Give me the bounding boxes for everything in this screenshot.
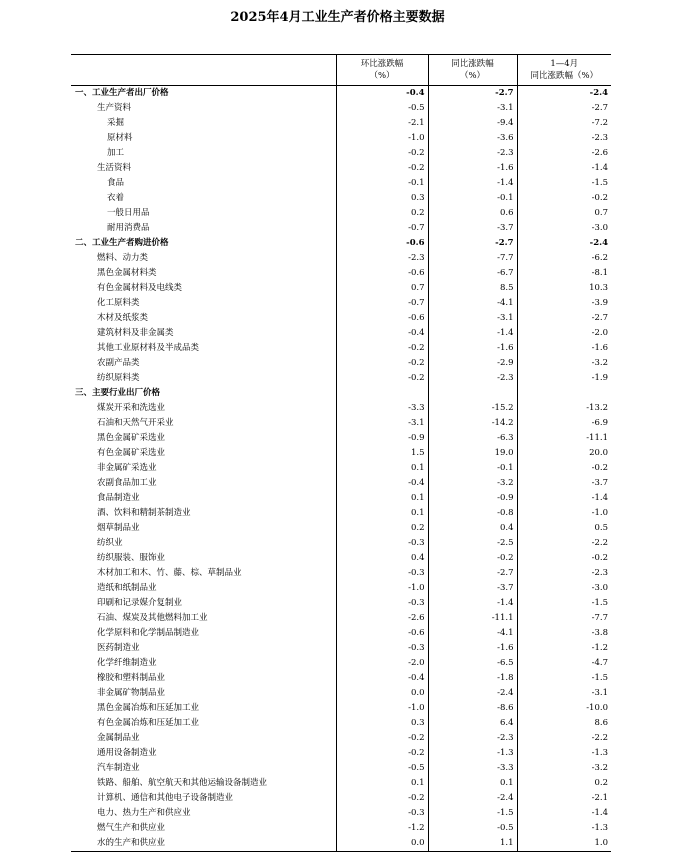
ytd-value: -2.3 <box>517 566 611 581</box>
row-label: 加工 <box>107 148 125 158</box>
row-label: 非金属矿采选业 <box>97 463 157 473</box>
yoy-value: -9.4 <box>428 116 517 131</box>
ytd-value: 20.0 <box>517 446 611 461</box>
mom-value: -0.2 <box>336 371 428 386</box>
yoy-value: -1.8 <box>428 671 517 686</box>
table-row <box>71 506 611 521</box>
yoy-value: -1.6 <box>428 161 517 176</box>
mom-value: -2.0 <box>336 656 428 671</box>
mom-value: 1.5 <box>336 446 428 461</box>
mom-value: 0.0 <box>336 836 428 852</box>
row-label: 造纸和纸制品业 <box>97 583 157 593</box>
table-row <box>71 491 611 506</box>
mom-value: -2.3 <box>336 251 428 266</box>
yoy-value: -0.5 <box>428 821 517 836</box>
mom-value: -1.0 <box>336 701 428 716</box>
ytd-value: -3.0 <box>517 221 611 236</box>
yoy-value: -1.6 <box>428 641 517 656</box>
mom-value: 0.3 <box>336 191 428 206</box>
ytd-value: -2.2 <box>517 731 611 746</box>
row-label: 三、主要行业出厂价格 <box>75 388 161 398</box>
row-label: 燃气生产和供应业 <box>97 823 166 833</box>
yoy-value: -14.2 <box>428 416 517 431</box>
table-row <box>71 581 611 596</box>
mom-value: -0.6 <box>336 266 428 281</box>
row-label: 纺织服装、服饰业 <box>97 553 166 563</box>
ytd-value: -1.9 <box>517 371 611 386</box>
row-label: 二、工业生产者购进价格 <box>75 238 169 248</box>
table-row <box>71 281 611 296</box>
table-row <box>71 341 611 356</box>
yoy-value: -2.5 <box>428 536 517 551</box>
table-row <box>71 446 611 461</box>
ytd-value: -7.7 <box>517 611 611 626</box>
ytd-value: -1.5 <box>517 671 611 686</box>
ytd-value: -3.2 <box>517 356 611 371</box>
ytd-value: -1.0 <box>517 506 611 521</box>
ytd-value: -2.2 <box>517 536 611 551</box>
ytd-value: -2.1 <box>517 791 611 806</box>
ytd-value: -3.2 <box>517 761 611 776</box>
row-label: 纺织原料类 <box>97 373 140 383</box>
table-row <box>71 326 611 341</box>
yoy-value: -0.1 <box>428 461 517 476</box>
ytd-value: 1.0 <box>517 836 611 852</box>
row-label: 食品 <box>107 178 125 188</box>
row-label: 生产资料 <box>97 103 132 113</box>
ytd-value <box>517 386 611 401</box>
section-row <box>71 236 611 251</box>
table-row <box>71 596 611 611</box>
yoy-value: 0.6 <box>428 206 517 221</box>
row-label: 汽车制造业 <box>97 763 140 773</box>
yoy-value: -0.9 <box>428 491 517 506</box>
row-label: 化工原料类 <box>97 298 140 308</box>
mom-value: 0.0 <box>336 686 428 701</box>
yoy-value: -1.6 <box>428 341 517 356</box>
yoy-value: -0.1 <box>428 191 517 206</box>
yoy-value: -8.6 <box>428 701 517 716</box>
ytd-value: -3.9 <box>517 296 611 311</box>
ytd-value: -1.4 <box>517 161 611 176</box>
ytd-value: 0.2 <box>517 776 611 791</box>
ytd-value: -1.4 <box>517 806 611 821</box>
row-label: 一般日用品 <box>107 208 150 218</box>
row-label: 有色金属冶炼和压延加工业 <box>97 718 200 728</box>
row-label: 采掘 <box>107 118 125 128</box>
mom-value: -0.2 <box>336 746 428 761</box>
row-label: 化学纤维制造业 <box>97 658 157 668</box>
table-row <box>71 356 611 371</box>
mom-value: -2.1 <box>336 116 428 131</box>
ytd-value: -2.7 <box>517 311 611 326</box>
mom-value: 0.1 <box>336 491 428 506</box>
yoy-value: -15.2 <box>428 401 517 416</box>
yoy-value: -3.1 <box>428 101 517 116</box>
row-label: 石油和天然气开采业 <box>97 418 174 428</box>
row-label: 衣着 <box>107 193 125 203</box>
yoy-value: 6.4 <box>428 716 517 731</box>
yoy-value <box>428 386 517 401</box>
mom-value: -1.0 <box>336 581 428 596</box>
table-row <box>71 131 611 146</box>
yoy-value: -11.1 <box>428 611 517 626</box>
table-row <box>71 626 611 641</box>
table-row <box>71 731 611 746</box>
row-label: 烟草制品业 <box>97 523 140 533</box>
mom-value: -0.7 <box>336 296 428 311</box>
ytd-value: -3.8 <box>517 626 611 641</box>
mom-value: -0.6 <box>336 626 428 641</box>
row-label: 其他工业原材料及半成品类 <box>97 343 200 353</box>
table-row <box>71 416 611 431</box>
row-label: 电力、热力生产和供应业 <box>97 808 191 818</box>
ytd-value: -1.5 <box>517 596 611 611</box>
yoy-value: 19.0 <box>428 446 517 461</box>
mom-value: -0.2 <box>336 146 428 161</box>
mom-value: -0.3 <box>336 536 428 551</box>
mom-value: -0.9 <box>336 431 428 446</box>
mom-value: -0.6 <box>336 311 428 326</box>
table-row <box>71 176 611 191</box>
yoy-value: -2.3 <box>428 146 517 161</box>
mom-value: -0.2 <box>336 791 428 806</box>
mom-value: -0.6 <box>336 236 428 251</box>
row-label: 通用设备制造业 <box>97 748 157 758</box>
mom-value: -0.2 <box>336 356 428 371</box>
row-label: 有色金属材料及电线类 <box>97 283 183 293</box>
yoy-value: -6.3 <box>428 431 517 446</box>
ytd-value: -1.3 <box>517 821 611 836</box>
row-label: 农副产品类 <box>97 358 140 368</box>
row-label: 生活资料 <box>97 163 132 173</box>
yoy-value: -1.4 <box>428 326 517 341</box>
ytd-value: -6.2 <box>517 251 611 266</box>
ytd-value: -0.2 <box>517 191 611 206</box>
yoy-value: -2.4 <box>428 791 517 806</box>
row-label: 黑色金属矿采选业 <box>97 433 166 443</box>
yoy-value: -0.8 <box>428 506 517 521</box>
mom-value: -0.7 <box>336 221 428 236</box>
yoy-value: -2.9 <box>428 356 517 371</box>
table-row <box>71 221 611 236</box>
yoy-value: -2.7 <box>428 566 517 581</box>
table-row <box>71 251 611 266</box>
mom-value: -0.3 <box>336 641 428 656</box>
row-label: 木材加工和木、竹、藤、棕、草制品业 <box>97 568 242 578</box>
table-row <box>71 521 611 536</box>
ytd-value: 10.3 <box>517 281 611 296</box>
ytd-value: 0.7 <box>517 206 611 221</box>
ytd-value: -0.2 <box>517 461 611 476</box>
price-data-table <box>71 54 611 852</box>
ytd-value: -8.1 <box>517 266 611 281</box>
row-label: 化学原料和化学制品制造业 <box>97 628 200 638</box>
mom-value: -0.1 <box>336 176 428 191</box>
mom-value: -0.5 <box>336 101 428 116</box>
table-row <box>71 536 611 551</box>
mom-value: 0.7 <box>336 281 428 296</box>
section-row <box>71 86 611 102</box>
yoy-value: -3.7 <box>428 221 517 236</box>
yoy-value: -2.7 <box>428 236 517 251</box>
mom-value: 0.4 <box>336 551 428 566</box>
ytd-value: -11.1 <box>517 431 611 446</box>
page-title: 2025年4月工业生产者价格主要数据 <box>230 10 445 25</box>
table-row <box>71 671 611 686</box>
table-row <box>71 806 611 821</box>
mom-value: -0.3 <box>336 596 428 611</box>
ytd-value: -2.7 <box>517 101 611 116</box>
mom-value: -2.6 <box>336 611 428 626</box>
yoy-value: -6.7 <box>428 266 517 281</box>
table-row <box>71 776 611 791</box>
yoy-value: 8.5 <box>428 281 517 296</box>
row-label: 印刷和记录媒介复制业 <box>97 598 183 608</box>
yoy-value: -2.4 <box>428 686 517 701</box>
table-row <box>71 611 611 626</box>
table-row <box>71 566 611 581</box>
row-label: 黑色金属材料类 <box>97 268 157 278</box>
table-row <box>71 746 611 761</box>
mom-value: 0.3 <box>336 716 428 731</box>
mom-value: -1.0 <box>336 131 428 146</box>
row-label: 食品制造业 <box>97 493 140 503</box>
table-body <box>71 86 611 852</box>
table-row <box>71 791 611 806</box>
header-mom-change: 环比涨跌幅 （%） <box>336 55 428 86</box>
yoy-value: -1.4 <box>428 596 517 611</box>
section-row <box>71 386 611 401</box>
mom-value: 0.1 <box>336 506 428 521</box>
mom-value: -1.2 <box>336 821 428 836</box>
mom-value: -0.2 <box>336 341 428 356</box>
mom-value: -0.5 <box>336 761 428 776</box>
ytd-value: -13.2 <box>517 401 611 416</box>
table-row <box>71 191 611 206</box>
table-row <box>71 701 611 716</box>
table-row <box>71 311 611 326</box>
row-label: 耐用消费品 <box>107 223 150 233</box>
table-row <box>71 116 611 131</box>
yoy-value: -3.1 <box>428 311 517 326</box>
mom-value: 0.2 <box>336 206 428 221</box>
mom-value: -0.2 <box>336 161 428 176</box>
table-row <box>71 656 611 671</box>
ytd-value: -1.6 <box>517 341 611 356</box>
yoy-value: -2.7 <box>428 86 517 102</box>
table-row <box>71 761 611 776</box>
ytd-value: -2.4 <box>517 86 611 102</box>
ytd-value: -0.2 <box>517 551 611 566</box>
header-label-column <box>71 55 336 86</box>
mom-value: -0.3 <box>336 566 428 581</box>
ytd-value: -2.6 <box>517 146 611 161</box>
yoy-value: -3.2 <box>428 476 517 491</box>
yoy-value: -7.7 <box>428 251 517 266</box>
table-row <box>71 431 611 446</box>
yoy-value: -3.7 <box>428 581 517 596</box>
row-label: 有色金属矿采选业 <box>97 448 166 458</box>
table-row <box>71 371 611 386</box>
mom-value: 0.1 <box>336 461 428 476</box>
ytd-value: -2.4 <box>517 236 611 251</box>
mom-value: -0.4 <box>336 326 428 341</box>
row-label: 石油、煤炭及其他燃料加工业 <box>97 613 208 623</box>
ytd-value: -1.3 <box>517 746 611 761</box>
header-row <box>71 55 611 86</box>
row-label: 水的生产和供应业 <box>97 838 166 848</box>
mom-value: -3.1 <box>336 416 428 431</box>
table-row <box>71 101 611 116</box>
ytd-value: -3.0 <box>517 581 611 596</box>
table-row <box>71 161 611 176</box>
row-label: 非金属矿物制品业 <box>97 688 166 698</box>
table-row <box>71 266 611 281</box>
yoy-value: 0.4 <box>428 521 517 536</box>
ytd-value: -2.3 <box>517 131 611 146</box>
yoy-value: -0.2 <box>428 551 517 566</box>
ytd-value: 8.6 <box>517 716 611 731</box>
table-row <box>71 716 611 731</box>
table-row <box>71 401 611 416</box>
row-label: 计算机、通信和其他电子设备制造业 <box>97 793 234 803</box>
mom-value: 0.1 <box>336 776 428 791</box>
row-label: 纺织业 <box>97 538 123 548</box>
row-label: 酒、饮料和精制茶制造业 <box>97 508 191 518</box>
table-row <box>71 686 611 701</box>
yoy-value: -2.3 <box>428 371 517 386</box>
table-row <box>71 146 611 161</box>
table-row <box>71 551 611 566</box>
mom-value: -0.4 <box>336 671 428 686</box>
mom-value: -0.4 <box>336 86 428 102</box>
ytd-value: -6.9 <box>517 416 611 431</box>
table-row <box>71 461 611 476</box>
ytd-value: -10.0 <box>517 701 611 716</box>
row-label: 原材料 <box>107 133 133 143</box>
ytd-value: -1.5 <box>517 176 611 191</box>
table-row <box>71 476 611 491</box>
yoy-value: -1.4 <box>428 176 517 191</box>
mom-value: -3.3 <box>336 401 428 416</box>
table-header <box>71 55 611 86</box>
ytd-value: -1.4 <box>517 491 611 506</box>
table-row <box>71 836 611 852</box>
row-label: 燃料、动力类 <box>97 253 149 263</box>
yoy-value: -1.5 <box>428 806 517 821</box>
mom-value: 0.2 <box>336 521 428 536</box>
table-row <box>71 641 611 656</box>
row-label: 橡胶和塑料制品业 <box>97 673 166 683</box>
mom-value: -0.4 <box>336 476 428 491</box>
row-label: 医药制造业 <box>97 643 140 653</box>
yoy-value: -6.5 <box>428 656 517 671</box>
ytd-value: -3.7 <box>517 476 611 491</box>
ytd-value: 0.5 <box>517 521 611 536</box>
ytd-value: -3.1 <box>517 686 611 701</box>
row-label: 建筑材料及非金属类 <box>97 328 174 338</box>
row-label: 木材及纸浆类 <box>97 313 149 323</box>
mom-value <box>336 386 428 401</box>
yoy-value: -4.1 <box>428 626 517 641</box>
table-row <box>71 821 611 836</box>
row-label: 一、工业生产者出厂价格 <box>75 88 169 98</box>
row-label: 铁路、船舶、航空航天和其他运输设备制造业 <box>97 778 268 788</box>
ytd-value: -7.2 <box>517 116 611 131</box>
yoy-value: -3.6 <box>428 131 517 146</box>
ytd-value: -4.7 <box>517 656 611 671</box>
row-label: 金属制品业 <box>97 733 140 743</box>
table-row <box>71 206 611 221</box>
table-row <box>71 296 611 311</box>
mom-value: -0.2 <box>336 731 428 746</box>
row-label: 煤炭开采和洗选业 <box>97 403 166 413</box>
yoy-value: -1.3 <box>428 746 517 761</box>
yoy-value: -2.3 <box>428 731 517 746</box>
yoy-value: 0.1 <box>428 776 517 791</box>
yoy-value: -4.1 <box>428 296 517 311</box>
ytd-value: -2.0 <box>517 326 611 341</box>
yoy-value: 1.1 <box>428 836 517 852</box>
row-label: 农副食品加工业 <box>97 478 157 488</box>
header-yoy-change: 同比涨跌幅 （%） <box>428 55 517 86</box>
mom-value: -0.3 <box>336 806 428 821</box>
header-ytd-yoy-change: 1—4月 同比涨跌幅（%） <box>517 55 611 86</box>
yoy-value: -3.3 <box>428 761 517 776</box>
row-label: 黑色金属冶炼和压延加工业 <box>97 703 200 713</box>
ytd-value: -1.2 <box>517 641 611 656</box>
